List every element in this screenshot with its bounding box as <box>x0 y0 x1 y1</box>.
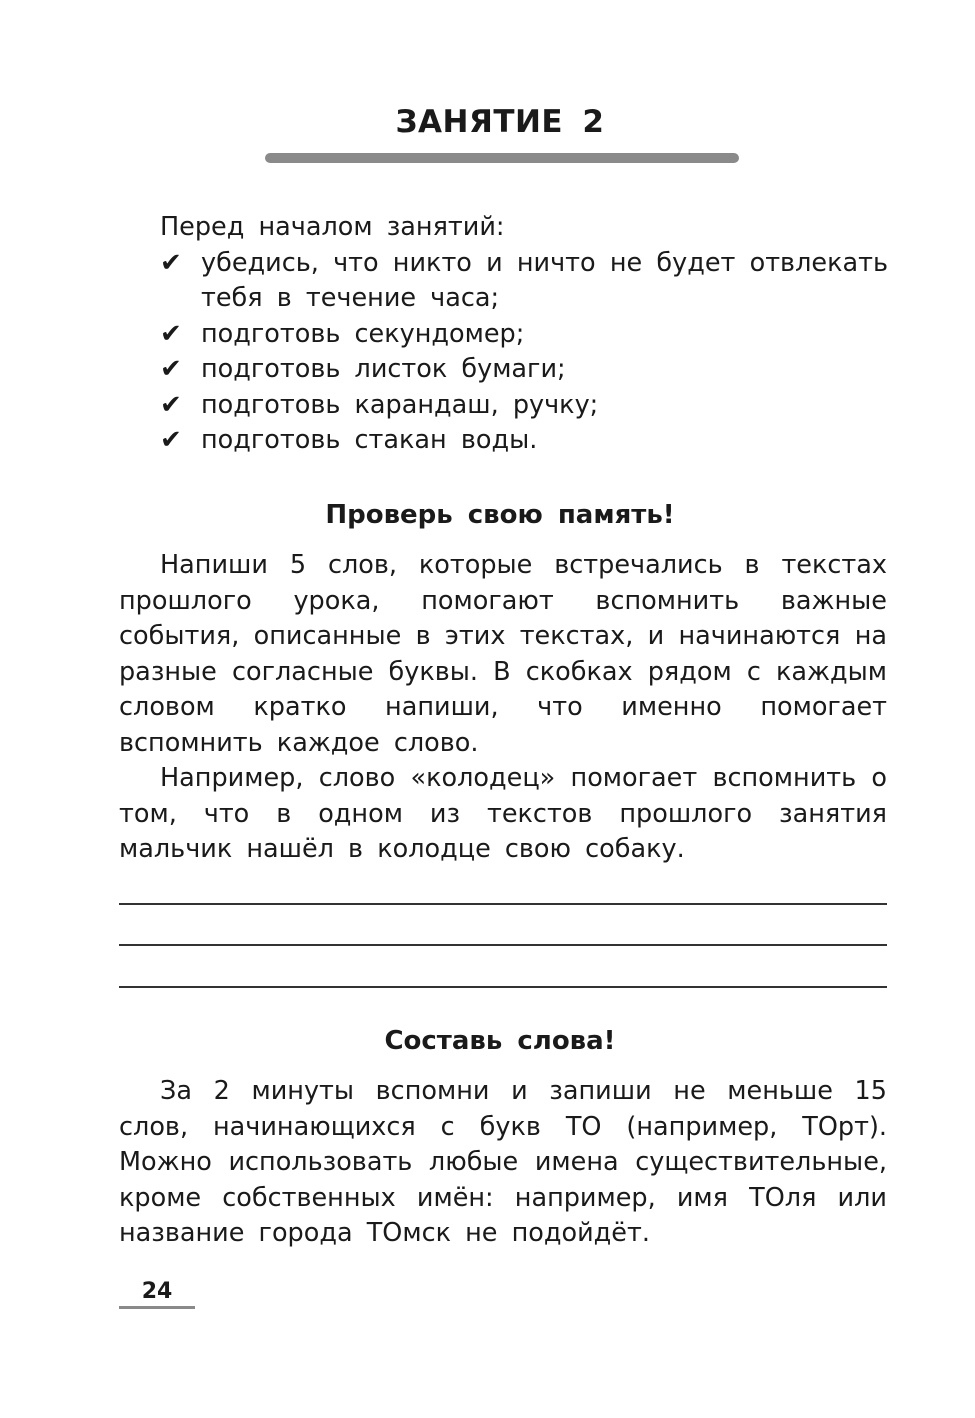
check-icon: ✔ <box>160 247 182 278</box>
checklist-item-text: подготовь стакан воды. <box>201 425 538 455</box>
page-title: ЗАНЯТИЕ 2 <box>395 104 605 140</box>
checklist-item-text: подготовь секундомер; <box>201 318 525 349</box>
check-icon: ✔ <box>160 425 182 455</box>
section-memory-text <box>119 548 887 868</box>
answer-line[interactable] <box>119 903 887 905</box>
checklist-item-text: подготовь карандаш, ручку; <box>201 389 599 420</box>
title-underline <box>265 153 739 163</box>
checklist-item-text: подготовь листок бумаги; <box>201 354 566 384</box>
checklist-item <box>160 352 888 388</box>
paragraph: Напиши 5 слов, которые встречались в текстах прошлого урока, помогают вспомнить важные события, описанные в этих текстах, и начинаются на разные согласные буквы. В скобках рядом с каждым словом кратко напиши, что именно помогает вспомнить каждое слово. <box>119 550 887 758</box>
checklist <box>160 246 888 459</box>
answer-line[interactable] <box>119 944 887 946</box>
page-number: 24 <box>141 1279 173 1304</box>
checklist-item <box>160 423 888 459</box>
check-icon: ✔ <box>160 354 182 384</box>
check-icon: ✔ <box>160 318 182 349</box>
answer-line[interactable] <box>119 986 887 988</box>
checklist-item-text: убедись, что никто и ничто не будет отвлекать тебя в течение часа; <box>201 247 888 313</box>
paragraph: За 2 минуты вспомни и запиши не меньше 15 слов, начинающихся с букв ТО (например, ТОрт). Можно использовать любые имена существительные, кроме собственных имён: например, имя ТОля или название города ТОмск не подойдёт. <box>119 1076 887 1248</box>
intro-lead: Перед началом занятий: <box>160 212 505 242</box>
intro-block <box>160 210 888 459</box>
paragraph: Например, слово «колодец» помогает вспомнить о том, что в одном из текстов прошлого занятия мальчик нашёл в колодце свою собаку. <box>119 763 887 864</box>
page-number-underline <box>119 1306 195 1309</box>
checklist-item <box>160 317 888 353</box>
section-words-text <box>119 1074 887 1252</box>
section-heading-words: Составь слова! <box>384 1026 616 1056</box>
check-icon: ✔ <box>160 389 182 420</box>
section-heading-memory: Проверь свою память! <box>325 500 675 530</box>
checklist-item <box>160 246 888 317</box>
checklist-item <box>160 388 888 424</box>
